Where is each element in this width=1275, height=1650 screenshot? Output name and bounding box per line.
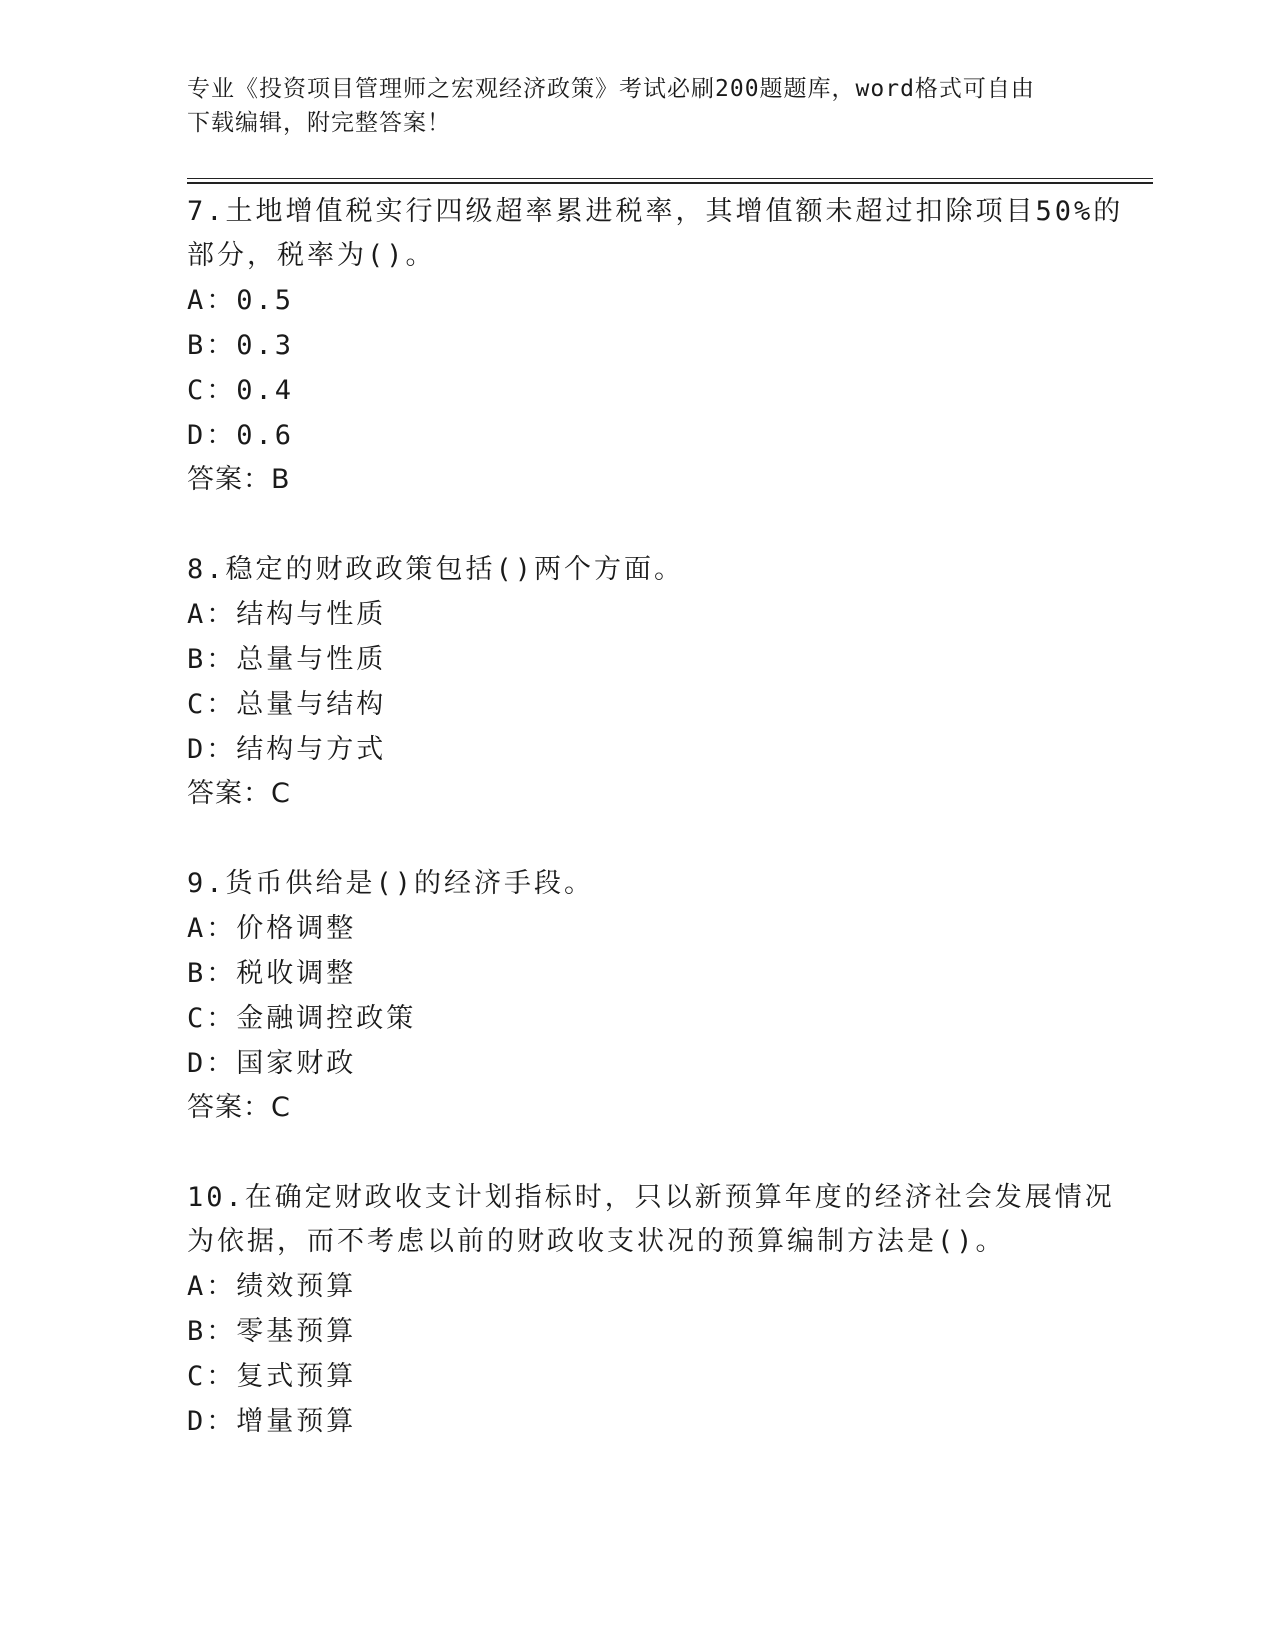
question-10 <box>187 1176 1137 1444</box>
answer: 答案：C <box>187 1092 291 1123</box>
question-stem-line: 7.土地增值税实行四级超率累进税率，其增值额未超过扣除项目50%的 <box>187 196 1124 227</box>
option-a: A：0.5 <box>187 285 295 316</box>
header-line-2: 下载编辑，附完整答案！ <box>187 110 451 136</box>
header-divider-thick <box>187 182 1153 184</box>
question-list <box>187 190 1137 1444</box>
option-d: D：结构与方式 <box>187 734 387 765</box>
question-stem-line: 10.在确定财政收支计划指标时，只以新预算年度的经济社会发展情况 <box>187 1182 1115 1213</box>
option-a: A：结构与性质 <box>187 599 387 630</box>
option-d: D：0.6 <box>187 420 295 451</box>
question-9 <box>187 862 1137 1130</box>
question-stem-line: 部分，税率为()。 <box>187 240 436 271</box>
answer: 答案：B <box>187 464 291 495</box>
question-stem-line: 为依据，而不考虑以前的财政收支状况的预算编制方法是()。 <box>187 1226 1006 1257</box>
option-c: C：金融调控政策 <box>187 1003 417 1034</box>
option-a: A：价格调整 <box>187 913 357 944</box>
option-b: B：总量与性质 <box>187 644 387 675</box>
option-c: C：0.4 <box>187 375 295 406</box>
option-c: C：总量与结构 <box>187 689 387 720</box>
option-b: B：零基预算 <box>187 1316 357 1347</box>
document-header <box>187 72 1087 140</box>
header-line-1: 专业《投资项目管理师之宏观经济政策》考试必刷200题题库，word格式可自由 <box>187 76 1035 102</box>
question-stem-line: 8.稳定的财政政策包括()两个方面。 <box>187 554 685 585</box>
option-d: D：国家财政 <box>187 1048 357 1079</box>
option-b: B：0.3 <box>187 330 295 361</box>
answer: 答案：C <box>187 778 291 809</box>
header-divider-thin <box>187 178 1153 179</box>
option-a: A：绩效预算 <box>187 1271 357 1302</box>
option-d: D：增量预算 <box>187 1406 357 1437</box>
question-7 <box>187 190 1137 502</box>
question-stem-line: 9.货币供给是()的经济手段。 <box>187 868 595 899</box>
option-c: C：复式预算 <box>187 1361 357 1392</box>
option-b: B：税收调整 <box>187 958 357 989</box>
question-8 <box>187 548 1137 816</box>
